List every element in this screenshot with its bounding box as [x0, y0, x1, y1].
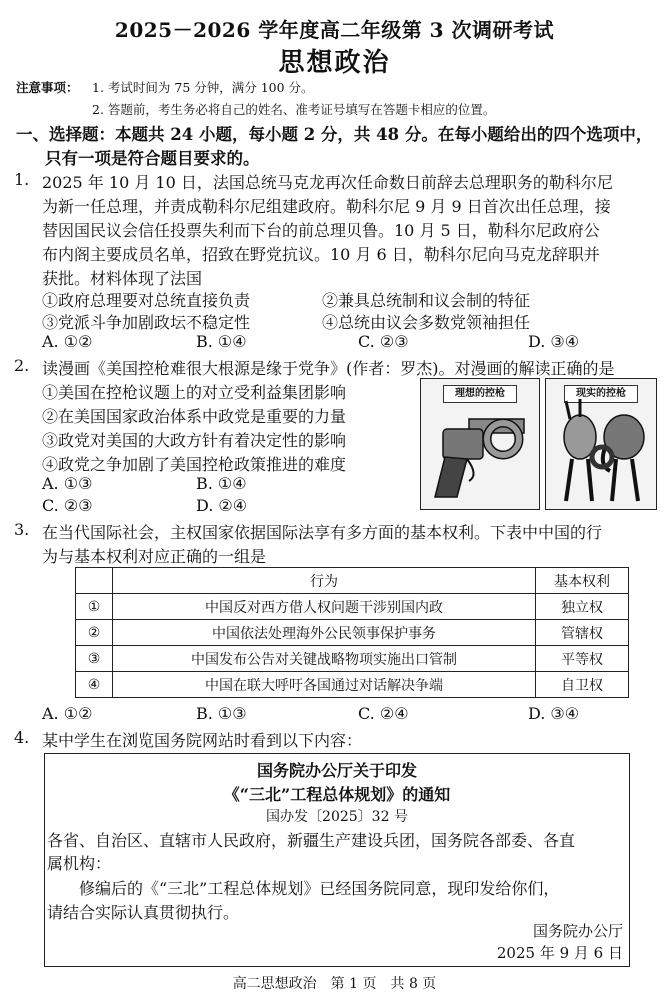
cartoon-ideal-gun-control [420, 378, 540, 510]
q2-choice-a: A. ①③ [42, 474, 93, 493]
table-cell-num: ① [76, 594, 113, 620]
table-row [76, 594, 629, 620]
cartoon-real-gun-control [545, 378, 657, 510]
table-header-num [76, 568, 113, 594]
section-heading: 一、选择题：本题共 24 小题，每小题 2 分，共 48 分。在每小题给出的四个选项中， [16, 125, 653, 144]
q2-choice-c: C. ②③ [42, 496, 93, 515]
table-cell-action: 中国反对西方借人权问题干涉别国内政 [113, 594, 536, 620]
notice-label: 注意事项： [16, 80, 79, 95]
q2-choice-d: D. ②④ [196, 496, 248, 515]
q3-choice-a: A. ①② [42, 704, 93, 723]
doc-signature: 国务院办公厅 [532, 922, 623, 940]
table-header-row [76, 568, 629, 594]
q1-choice-d: D. ③④ [528, 332, 580, 351]
q1-line-1: 2025 年 10 月 10 日，法国总统马克龙再次任命数日前辞去总理职务的勒科尔尼 [42, 173, 613, 192]
q1-option-2: ②兼具总统制和议会制的特征 [322, 291, 531, 310]
rights-table [75, 567, 629, 698]
table-header-action: 行为 [113, 568, 536, 594]
donkey-elephant-tangle-icon [546, 379, 656, 509]
doc-addressee-1: 各省、自治区、直辖市人民政府，新疆生产建设兵团，国务院各部委、各直 [47, 831, 576, 850]
q2-option-3: ③政党对美国的大政方针有着决定性的影响 [42, 431, 347, 450]
q1-line-3: 替因国民议会信任投票失利而下台的前总理贝鲁。10 月 5 日，勒科尔尼政府公 [42, 221, 600, 240]
doc-date: 2025 年 9 月 6 日 [496, 944, 623, 962]
doc-body-1: 修编后的《“三北”工程总体规划》已经国务院同意，现印发给你们， [79, 879, 560, 898]
q1-line-4: 布内阁主要成员名单，招致在野党抗议。10 月 6 日，勒科尔尼向马克龙辞职并 [42, 245, 600, 264]
q1-choice-a: A. ①② [42, 332, 93, 351]
table-cell-right: 管辖权 [536, 620, 629, 646]
table-cell-action: 中国发布公告对关键战略物项实施出口管制 [113, 646, 536, 672]
knotted-gun-icon [421, 379, 539, 509]
table-row [76, 672, 629, 698]
cartoon-right-title: 现实的控枪 [564, 385, 638, 403]
q3-line-2: 为与基本权利对应正确的一组是 [42, 547, 267, 566]
table-header-right: 基本权利 [536, 568, 629, 594]
table-row [76, 646, 629, 672]
q1-number: 1. [14, 170, 30, 189]
q2-option-4: ④政党之争加剧了美国控枪政策推进的难度 [42, 455, 347, 474]
q2-option-1: ①美国在控枪议题上的对立受利益集团影响 [42, 383, 347, 402]
q4-stem: 某中学生在浏览国务院网站时看到以下内容： [42, 731, 363, 750]
table-cell-num: ② [76, 620, 113, 646]
table-cell-right: 自卫权 [536, 672, 629, 698]
page-footer: 高二思想政治 第 1 页 共 8 页 [232, 976, 437, 992]
q1-option-1: ①政府总理要对总统直接负责 [42, 291, 251, 310]
table-row [76, 620, 629, 646]
section-heading-cont: 只有一项是符合题目要求的。 [45, 149, 260, 168]
q1-choice-b: B. ①④ [196, 332, 247, 351]
q2-option-2: ②在美国国家政治体系中政党是重要的力量 [42, 407, 347, 426]
q2-choice-b: B. ①④ [196, 474, 247, 493]
q2-stem: 读漫画《美国控枪难很大根源是缘于党争》(作者：罗杰)。对漫画的解读正确的是 [42, 359, 615, 378]
q1-option-3: ③党派斗争加剧政坛不稳定性 [42, 313, 251, 332]
table-cell-action: 中国依法处理海外公民领事保护事务 [113, 620, 536, 646]
q2-number: 2. [14, 356, 30, 375]
q3-number: 3. [14, 520, 30, 539]
table-cell-right: 平等权 [536, 646, 629, 672]
doc-title-1: 国务院办公厅关于印发 [256, 761, 417, 780]
q3-line-1: 在当代国际社会，主权国家依据国际法享有多方面的基本权利。下表中中国的行 [42, 523, 603, 542]
exam-title: 2025－2026 学年度高二年级第 3 次调研考试 [114, 18, 555, 42]
notice-document-box [44, 753, 630, 967]
table-cell-right: 独立权 [536, 594, 629, 620]
table-cell-num: ④ [76, 672, 113, 698]
table-cell-num: ③ [76, 646, 113, 672]
doc-body-2: 请结合实际认真贯彻执行。 [47, 903, 240, 922]
doc-title-2: 《“三北”工程总体规划》的通知 [223, 785, 451, 804]
subject-title: 思想政治 [278, 48, 391, 78]
q3-choice-b: B. ①③ [196, 704, 247, 723]
cartoon-left-title: 理想的控枪 [443, 385, 517, 403]
q1-line-5: 获批。材料体现了法国 [42, 269, 203, 288]
q3-choice-c: C. ②④ [358, 704, 409, 723]
q3-choice-d: D. ③④ [528, 704, 580, 723]
doc-addressee-2: 属机构： [47, 854, 112, 873]
q1-line-2: 为新一任总理，并责成勒科尔尼组建政府。勒科尔尼 9 月 9 日首次出任总理，接 [42, 197, 611, 216]
q1-choice-c: C. ②③ [358, 332, 409, 351]
table-cell-action: 中国在联大呼吁各国通过对话解决争端 [113, 672, 536, 698]
q4-number: 4. [14, 728, 30, 747]
notice-item-2: 2. 答题前，考生务必将自己的姓名、准考证号填写在答题卡相应的位置。 [92, 102, 496, 117]
q1-option-4: ④总统由议会多数党领袖担任 [322, 313, 531, 332]
doc-number: 国办发〔2025〕32 号 [266, 809, 408, 825]
notice-item-1: 1. 考试时间为 75 分钟，满分 100 分。 [92, 80, 314, 95]
